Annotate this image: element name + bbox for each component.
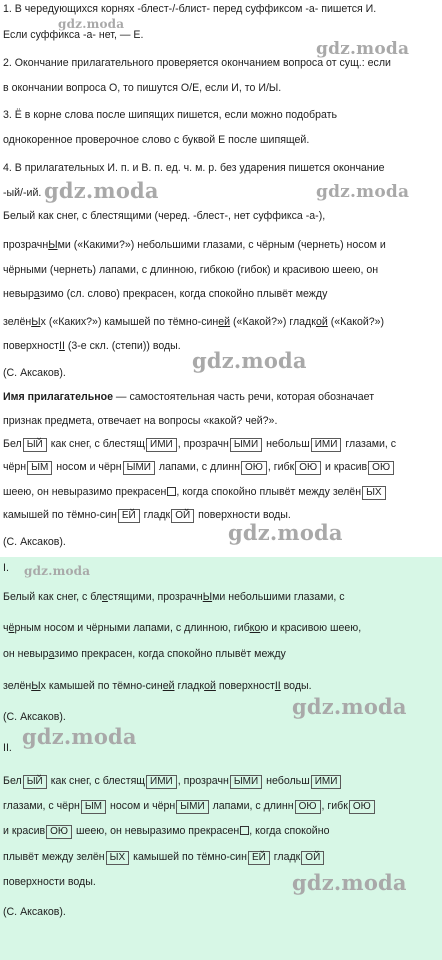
definition-line-2: признак предмета, отвечает на вопросы «какой? чей?». [3,415,278,427]
marked-line-2: чёрн ЫМ носом и чёрн ЫМИ лапами, с длинн ОЮ , гибк ОЮ и красив ОЮ [3,461,395,475]
watermark: gdz.moda [44,178,159,203]
part-2-label: II. [3,742,12,754]
part-1-line-1: Белый как снег, с блестящими, прозрачнЫми небольшими глазами, с [3,591,345,603]
square-icon [167,487,176,496]
rule-3-line-2: однокоренное проверочное слово с буквой Е после шипящей. [3,134,310,146]
watermark: gdz.moda [192,348,307,373]
marked-author: (С. Аксаков). [3,536,66,548]
answer-background [0,557,442,960]
watermark: gdz.moda [316,39,410,59]
rule-2-line-1: 2. Окончание прилагательного проверяется окончанием вопроса от сущ.: если [3,57,391,69]
rule-1-line-1: 1. В чередующихся корнях -блест-/-блист- перед суффиксом -а- пишется И. [3,3,377,15]
part-2-line-5: поверхности воды. [3,876,96,888]
part-2-line-1: Бел ЫЙ как снег, с блестящ ИМИ , прозрачн ЫМИ небольш ИМИ [3,775,342,789]
part-2-author: (С. Аксаков). [3,906,66,918]
watermark: gdz.moda [316,182,410,202]
part-1-line-4: зелёнЫх камышей по тёмно-синей гладкой поверхностII воды. [3,680,312,692]
analysis-line-6: поверхностII (3-е скл. (степи)) воды. [3,340,181,352]
part-1-line-2: чёрным носом и чёрными лапами, с длинною, гибкою и красивою шеею, [3,622,362,634]
analysis-line-4: невыразимо (сл. слово) прекрасен, когда спокойно плывёт между [3,288,328,300]
definition-line-1: Имя прилагательное — самостоятельная часть речи, которая обозначает [3,391,375,403]
part-2-line-2: глазами, с чёрн ЫМ носом и чёрн ЫМИ лапами, с длинн ОЮ , гибк ОЮ [3,800,376,814]
analysis-line-2: прозрачнЫми («Какими?») небольшими глазами, с чёрным (чернеть) носом и [3,239,386,251]
watermark: gdz.moda [292,694,407,719]
analysis-line-5: зелёнЫх («Каких?») камышей по тёмно-синей («Какой?») гладкой («Какой?») [3,316,385,328]
part-1-label: I. [3,562,9,574]
part-1-author: (С. Аксаков). [3,711,66,723]
part-2-line-4: плывёт между зелён ЫХ камышей по тёмно-син ЕЙ гладк ОЙ [3,851,325,865]
part-2-line-3: и красив ОЮ шеею, он невыразимо прекрасен , когда спокойно [3,825,330,837]
watermark: gdz.moda [58,17,125,31]
rule-4-line-2: -ый/-ий. [3,187,42,199]
analysis-author: (С. Аксаков). [3,367,66,379]
watermark: gdz.moda [22,724,137,749]
analysis-line-3: чёрными (чернеть) лапами, с длинною, гибкою (гибок) и красивою шеею, он [3,264,379,276]
watermark: gdz.moda [24,564,91,578]
rule-3-line-1: 3. Ё в корне слова после шипящих пишется, если можно подобрать [3,109,337,121]
marked-line-4: камышей по тёмно-син ЕЙ гладк ОЙ поверхности воды. [3,509,291,521]
analysis-line-1: Белый как снег, с блестящими (черед. -блест-, нет суффикса -а-), [3,210,326,222]
rule-2-line-2: в окончании вопроса О, то пишутся О/Е, если И, то И/Ы. [3,82,282,94]
part-1-line-3: он невыразимо прекрасен, когда спокойно плывёт между [3,648,286,660]
watermark: gdz.moda [292,870,407,895]
rule-1-line-2: Если суффикса -а- нет, — Е. [3,29,144,41]
watermark: gdz.moda [228,520,343,545]
marked-line-3: шеею, он невыразимо прекрасен , когда спокойно плывёт между зелён ЫХ [3,486,387,500]
square-icon [240,826,249,835]
marked-line-1: Бел ЫЙ как снег, с блестящ ИМИ , прозрачн ЫМИ небольш ИМИ глазами, с [3,438,397,450]
rule-4-line-1: 4. В прилагательных И. п. и В. п. ед. ч. м. р. без ударения пишется окончание [3,162,385,174]
